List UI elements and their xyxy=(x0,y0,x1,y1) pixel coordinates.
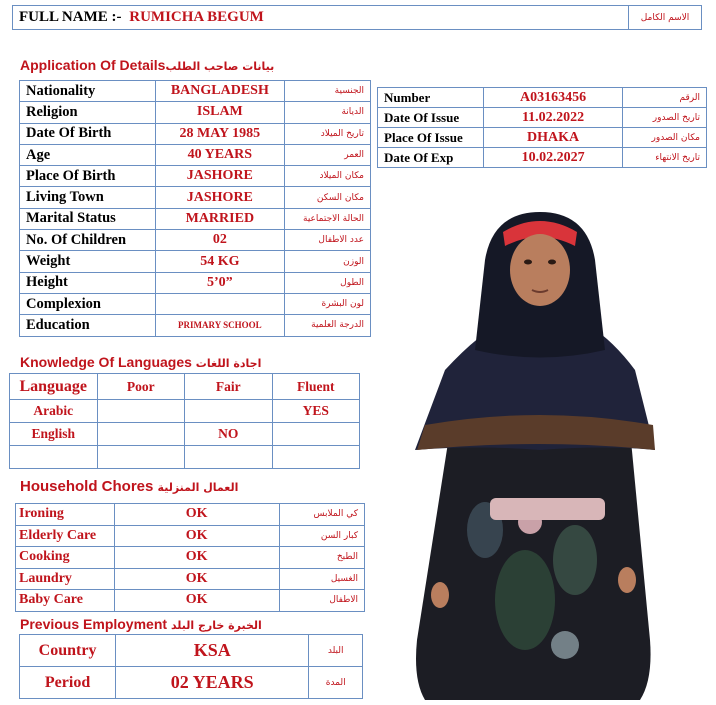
languages-table xyxy=(9,373,360,469)
full-name-bar xyxy=(12,5,702,30)
application-title: Application Of Details xyxy=(20,57,166,73)
photo-illustration xyxy=(405,200,675,700)
passport-label: Place Of Issue xyxy=(378,128,484,148)
application-value: 02 xyxy=(155,230,284,251)
application-label-ar: الجنسية xyxy=(285,81,371,102)
chores-label: Cooking xyxy=(16,547,115,569)
languages-title: Knowledge Of Languages xyxy=(20,354,192,370)
chores-row xyxy=(16,568,365,590)
passport-label-ar: مكان الصدور xyxy=(623,128,707,148)
employment-label-ar: البلد xyxy=(309,635,363,667)
languages-header-cell: Language xyxy=(10,374,98,400)
passport-row xyxy=(378,148,707,168)
application-label: Height xyxy=(20,272,156,293)
employment-label-ar: المدة xyxy=(309,667,363,699)
employment-value: KSA xyxy=(116,635,309,667)
languages-title-ar: اجادة اللغات xyxy=(195,357,262,370)
application-section-title xyxy=(20,57,274,73)
application-row xyxy=(20,251,371,272)
chores-value: OK xyxy=(114,568,279,590)
chores-section-title xyxy=(20,478,238,495)
application-label-ar: لون البشرة xyxy=(285,293,371,314)
employment-label: Country xyxy=(20,635,116,667)
application-label-ar: الدرجة العلمية xyxy=(285,315,371,336)
employment-table xyxy=(19,634,363,699)
languages-row xyxy=(10,423,360,446)
application-row xyxy=(20,81,371,102)
languages-row xyxy=(10,446,360,469)
chores-value: OK xyxy=(114,525,279,547)
passport-label: Date Of Issue xyxy=(378,108,484,128)
passport-label: Date Of Exp xyxy=(378,148,484,168)
application-label: Age xyxy=(20,144,156,165)
application-value: JASHORE xyxy=(155,187,284,208)
full-name-value: RUMICHA BEGUM xyxy=(129,9,264,25)
application-label-ar: الطول xyxy=(285,272,371,293)
application-label-ar: الحالة الاجتماعية xyxy=(285,208,371,229)
application-label: Place Of Birth xyxy=(20,166,156,187)
chores-value: OK xyxy=(114,504,279,526)
passport-value: 11.02.2022 xyxy=(483,108,623,128)
languages-cell xyxy=(10,446,98,469)
chores-label: Baby Care xyxy=(16,590,115,612)
employment-row xyxy=(20,635,363,667)
chores-row xyxy=(16,547,365,569)
languages-cell: YES xyxy=(272,400,360,423)
chores-table xyxy=(15,503,365,612)
passport-value: DHAKA xyxy=(483,128,623,148)
chores-label-ar: الطبخ xyxy=(279,547,364,569)
application-value: BANGLADESH xyxy=(155,81,284,102)
application-label: Weight xyxy=(20,251,156,272)
employment-value: 02 YEARS xyxy=(116,667,309,699)
application-label-ar: مكان الميلاد xyxy=(285,166,371,187)
passport-row xyxy=(378,128,707,148)
application-row xyxy=(20,272,371,293)
application-value: 40 YEARS xyxy=(155,144,284,165)
languages-header-cell: Fluent xyxy=(272,374,360,400)
employment-section-title xyxy=(20,616,262,632)
full-name-cell xyxy=(13,6,629,30)
chores-label-ar: الغسيل xyxy=(279,568,364,590)
application-label-ar: الديانة xyxy=(285,102,371,123)
languages-cell xyxy=(185,446,273,469)
full-name-label: FULL NAME :- xyxy=(19,9,122,25)
languages-header-cell: Fair xyxy=(185,374,273,400)
languages-cell: NO xyxy=(185,423,273,446)
chores-label-ar: كبار السن xyxy=(279,525,364,547)
application-row xyxy=(20,293,371,314)
languages-cell: English xyxy=(10,423,98,446)
application-row xyxy=(20,315,371,336)
application-label: Living Town xyxy=(20,187,156,208)
chores-value: OK xyxy=(114,590,279,612)
passport-label: Number xyxy=(378,88,484,108)
application-label-ar: عدد الاطفال xyxy=(285,230,371,251)
application-row xyxy=(20,208,371,229)
application-label: Education xyxy=(20,315,156,336)
application-value: JASHORE xyxy=(155,166,284,187)
application-label: Complexion xyxy=(20,293,156,314)
application-label: Nationality xyxy=(20,81,156,102)
languages-header-cell: Poor xyxy=(97,374,185,400)
chores-title-ar: العمال المنزلية xyxy=(157,481,239,494)
languages-row xyxy=(10,400,360,423)
chores-label-ar: كي الملابس xyxy=(279,504,364,526)
application-row xyxy=(20,187,371,208)
application-label-ar: مكان السكن xyxy=(285,187,371,208)
passport-label-ar: الرقم xyxy=(623,88,707,108)
application-title-ar: بيانات صاحب الطلب xyxy=(165,60,275,73)
languages-cell: Arabic xyxy=(10,400,98,423)
chores-label: Ironing xyxy=(16,504,115,526)
application-label: Marital Status xyxy=(20,208,156,229)
application-row xyxy=(20,123,371,144)
passport-label-ar: تاريخ الانتهاء xyxy=(623,148,707,168)
languages-cell xyxy=(272,446,360,469)
application-row xyxy=(20,166,371,187)
employment-title-ar: الخبرة خارج البلد xyxy=(170,619,262,632)
application-value: ISLAM xyxy=(155,102,284,123)
passport-table xyxy=(377,87,707,168)
application-label-ar: تاريخ الميلاد xyxy=(285,123,371,144)
passport-row xyxy=(378,108,707,128)
chores-label: Laundry xyxy=(16,568,115,590)
application-row xyxy=(20,144,371,165)
chores-title: Household Chores xyxy=(20,478,154,495)
application-value: 5’0” xyxy=(155,272,284,293)
chores-row xyxy=(16,525,365,547)
chores-label-ar: الاطفال xyxy=(279,590,364,612)
employment-title: Previous Employment xyxy=(20,616,168,632)
employment-row xyxy=(20,667,363,699)
candidate-photo xyxy=(405,200,675,700)
application-value: 28 MAY 1985 xyxy=(155,123,284,144)
passport-row xyxy=(378,88,707,108)
chores-value: OK xyxy=(114,547,279,569)
chores-row xyxy=(16,504,365,526)
languages-header-row xyxy=(10,374,360,400)
languages-cell xyxy=(272,423,360,446)
application-label: Date Of Birth xyxy=(20,123,156,144)
chores-row xyxy=(16,590,365,612)
application-value: PRIMARY SCHOOL xyxy=(155,315,284,336)
full-name-ar: الاسم الكامل xyxy=(629,6,702,30)
passport-value: 10.02.2027 xyxy=(483,148,623,168)
application-row xyxy=(20,102,371,123)
languages-section-title xyxy=(20,354,261,370)
passport-value: A03163456 xyxy=(483,88,623,108)
application-value xyxy=(155,293,284,314)
application-label: No. Of Children xyxy=(20,230,156,251)
application-value: MARRIED xyxy=(155,208,284,229)
passport-label-ar: تاريخ الصدور xyxy=(623,108,707,128)
languages-cell xyxy=(97,446,185,469)
application-label: Religion xyxy=(20,102,156,123)
application-label-ar: الوزن xyxy=(285,251,371,272)
application-label-ar: العمر xyxy=(285,144,371,165)
languages-cell xyxy=(97,423,185,446)
languages-cell xyxy=(97,400,185,423)
employment-label: Period xyxy=(20,667,116,699)
application-table xyxy=(19,80,371,337)
application-value: 54 KG xyxy=(155,251,284,272)
chores-label: Elderly Care xyxy=(16,525,115,547)
languages-cell xyxy=(185,400,273,423)
application-row xyxy=(20,230,371,251)
